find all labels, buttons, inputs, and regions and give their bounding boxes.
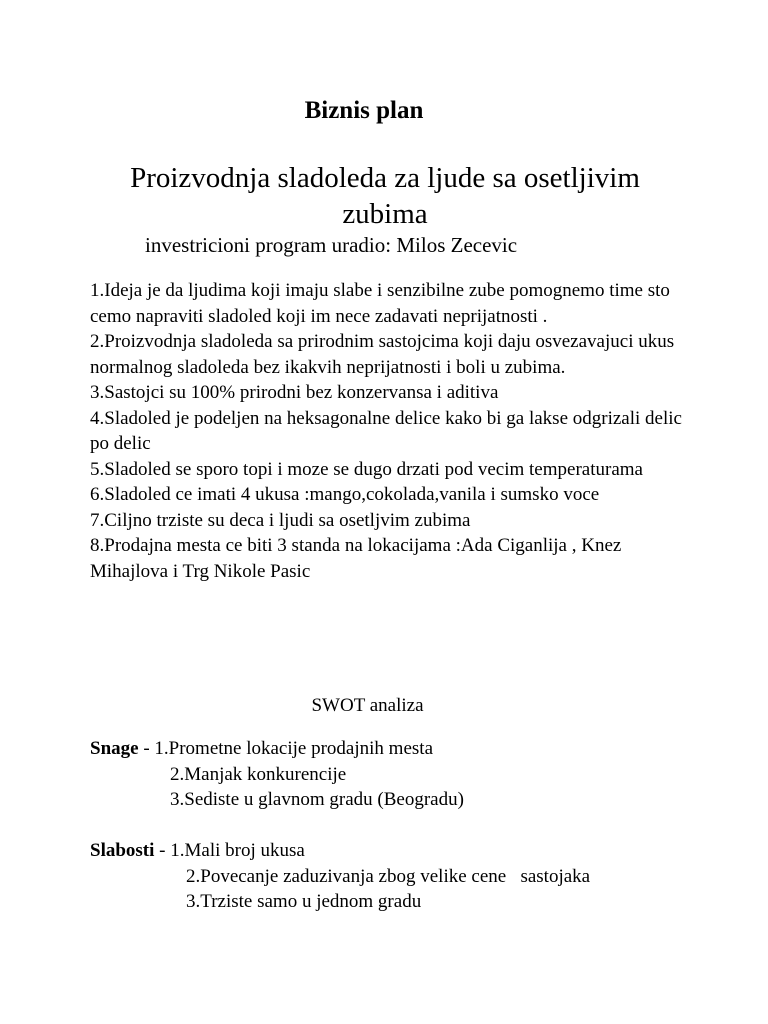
idea-item: 8.Prodajna mesta ce biti 3 standa na lokacijama :Ada Ciganlija , Knez Mihajlova i Trg Nikole Pasic (90, 535, 622, 582)
idea-item: 4.Sladoled je podeljen na heksagonalne delice kako bi ga lakse odgrizali delic po delic (90, 407, 682, 454)
strength-item: 2.Manjak konkurencije (170, 763, 347, 785)
weaknesses-first-row (90, 838, 590, 864)
author-line: investricioni program uradio: Milos Zecevic (145, 233, 518, 257)
strengths-separator: - (138, 738, 155, 759)
weaknesses-separator: - (154, 840, 171, 861)
weakness-item: 2.Povecanje zaduzivanja zbog velike cene sastojaka (186, 865, 591, 887)
swot-title: SWOT analiza (311, 695, 424, 716)
weakness-item: 1.Mali broj ukusa (170, 840, 305, 861)
idea-item: 2.Proizvodnja sladoleda sa prirodnim sastojcima koji daju osvezavajuci ukus normalnog sladoleda bez ikakvih neprijatnosti i boli u zubima. (90, 331, 675, 378)
idea-item: 6.Sladoled ce imati 4 ukusa :mango,cokolada,vanila i sumsko voce (90, 484, 600, 505)
idea-item: 3.Sastojci su 100% prirodni bez konzervansa i aditiva (90, 382, 499, 403)
weakness-item: 3.Trziste samo u jednom gradu (186, 891, 422, 912)
idea-item: 5.Sladoled se sporo topi i moze se dugo drzati pod vecim temperaturama (90, 458, 643, 480)
document-title: Biznis plan (304, 97, 424, 124)
ideas-list (90, 278, 690, 584)
strength-item: 3.Sediste u glavnom gradu (Beogradu) (170, 789, 464, 810)
idea-item: 1.Ideja je da ljudima koji imaju slabe i senzibilne zube pomognemo time sto cemo napraviti sladoled koji im nece zadavati neprijatnosti . (90, 280, 670, 327)
strengths-label: Snage (90, 738, 139, 759)
weaknesses-label: Slabosti (90, 840, 155, 861)
strengths-first-row (90, 736, 464, 762)
strength-item: 1.Prometne lokacije prodajnih mesta (154, 738, 433, 759)
idea-item: 7.Ciljno trziste su deca i ljudi sa osetljvim zubima (90, 509, 471, 531)
document-subtitle: Proizvodnja sladoleda za ljude sa osetljivim zubima (130, 162, 640, 230)
swot-strengths (90, 736, 464, 813)
swot-weaknesses (90, 838, 590, 915)
